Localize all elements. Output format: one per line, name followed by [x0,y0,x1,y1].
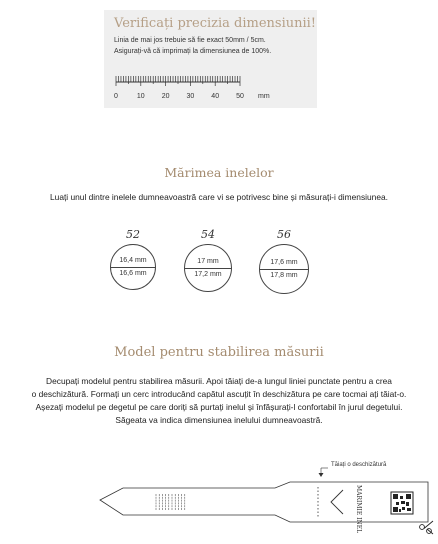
verify-box [104,10,317,108]
ring-size-label: 54 [201,228,215,241]
ring-inner-diameter: 17 mm [197,258,219,265]
model-section-title: Model pentru stabilirea măsurii [114,345,324,360]
sizer-scale [156,494,185,510]
sizer-strip-outline [100,482,428,522]
ring-section-intro: Luați unul dintre inelele dumneavoastră care vi se potrivesc bine și măsurați-i dimensiunea. [50,192,388,202]
ring-divider [111,267,155,268]
ruler-tick-label: 10 [136,93,145,100]
model-instructions-line-3: Așezați modelul pe degetul pe care doriți să purtați inelul și înfășurați-l confortabil în jurul degetului. [35,402,403,412]
cut-note-label: Tăiați o deschizătură [331,462,387,468]
ring-circle [110,244,156,290]
sizer-template [0,455,438,544]
ruler-tick-label: 50 [236,93,244,100]
ring-divider [185,268,231,269]
arrow-chevron-icon [331,490,343,514]
ruler-tick-label: 40 [211,93,220,100]
model-instructions-line-2: o deschizătură. Formați un cerc introducând capătul ascuțit în deschizătura pe care tocmai ați tăiat-o. [31,389,407,399]
verify-title: Verificați precizia dimensiunii! [114,16,317,31]
ring-circle [259,244,309,294]
ring-divider [260,269,308,270]
scissors-icon [420,521,433,534]
ruler [114,72,294,102]
ruler-tick-label: 30 [186,93,195,100]
ring-section-title: Mărimea inelelor [164,165,274,180]
ring-circle [184,244,232,292]
qr-code-icon [391,492,413,514]
verify-line-1: Linia de mai jos trebuie să fie exact 50mm / 5cm. [114,37,266,44]
ring-size-label: 52 [126,228,140,241]
brand-text: MARIMIE INEL [355,485,362,534]
ring-size-56 [254,228,314,294]
model-instructions-line-1: Decupați modelul pentru stabilirea măsurii. Apoi tăiați de-a lungul liniei punctate pentru a crea [46,376,392,386]
ring-outer-diameter: 16,6 mm [119,270,147,277]
ring-size-label: 56 [277,228,291,241]
pointer-arrow-icon [319,473,324,477]
ruler-tick-label: 0 [114,93,118,100]
ring-size-54 [178,228,238,292]
ruler-tick-label: 20 [161,93,170,100]
ring-outer-diameter: 17,8 mm [270,272,298,279]
ring-inner-diameter: 17,6 mm [270,259,298,266]
ring-inner-diameter: 16,4 mm [119,257,147,264]
ruler-unit: mm [258,93,270,100]
ring-size-52 [103,228,163,290]
model-instructions-line-4: Săgeata va indica dimensiunea inelului dumneavoastră. [115,415,323,425]
verify-line-2: Asigurați-vă că imprimați la dimensiunea de 100%. [114,48,272,55]
ring-outer-diameter: 17,2 mm [194,271,222,278]
